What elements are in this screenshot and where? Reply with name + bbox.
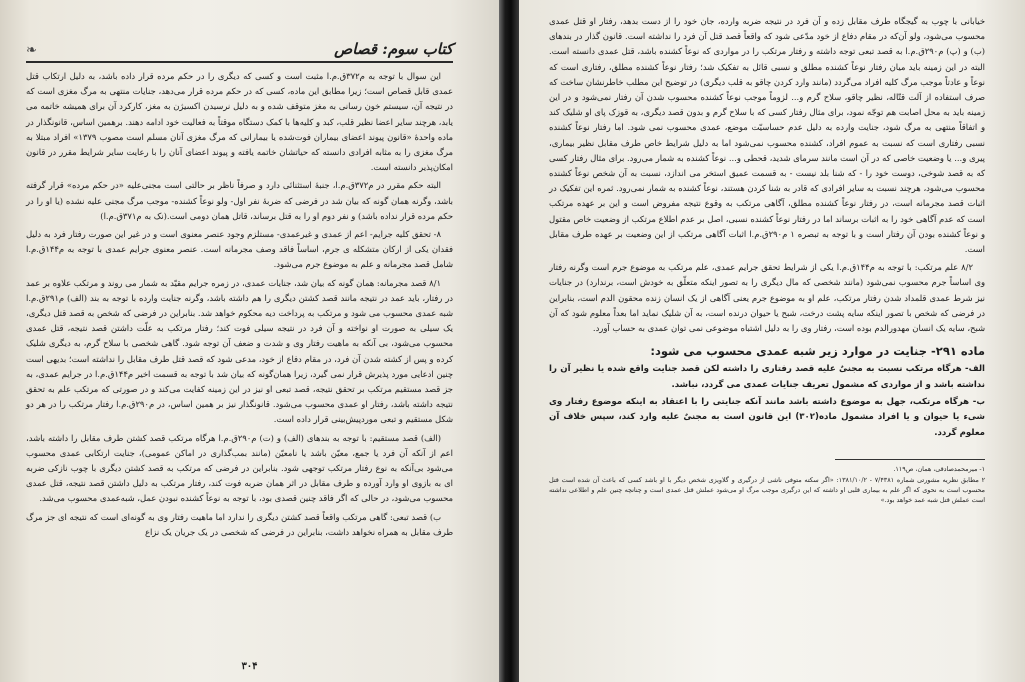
paragraph: ۸- تحقق کلیه جرایم- اعم از عمدی و غیرعمدی- مستلزم وجود عنصر معنوی است و در غیر این صورت رفتار فرد به دلیل فقدان یکی از ارکان متشکله ی جرم، اساساً فاقد وصف مجرمانه است. عنصر معنوی جرایم عمدی با توجه به م۱۴۴ق.م.ا شامل قصد مجرمانه و علم به موضوع جرم می‌شود.	[26, 229, 453, 270]
article-clause: ب- هرگاه مرتکب، جهل به موضوع داشته باشد مانند آنکه جنایتی را با اعتقاد به اینکه موضوع رفتار وی شیء یا حیوان و یا افراد مشمول ماده(۳۰۲) این قانون است به مجنیٌ علیه وارد کند، سپس خلاف آن معلوم گردد.	[549, 397, 985, 438]
book-gutter	[499, 0, 519, 682]
footnote: ۱- میرمحمدصادقی، همان، ص۱۱۹.	[893, 465, 985, 474]
footnote: ۲ مطابق نظریه مشورتی شماره ۷/۴۳۸۱ - ۱۳۸۱/۱۰/۲: «اگر سکته متوفی ناشی از درگیری و گلاویزی شخص دیگر با او باشد کسی که باعث آن شده است قتل محسوب است به نحوی که اگر علم به بیماری قلبی او داشته که این درگیری موجب مرگ او می‌شود عملش قتل عمدی است و چنانچه چنین علم و اطلاعی نداشته است عملش قتل شبه عمد خواهد بود.»	[549, 476, 985, 505]
page-number: ۳۰۴	[241, 661, 258, 672]
left-page	[0, 0, 499, 682]
right-page	[519, 0, 1025, 682]
paragraph: خیابانی با چوب به گیجگاه طرف مقابل زده و آن فرد در نتیجه ضربه وارده، جان خود را از دست بدهد، رفتار او قتل عمدی محسوب می‌شود، ولو آن‌که در مقام دفاع از خود مدّعی شود که واقعاً قصد قتل آن فرد را نداشته است. قانون گذار در بندهای (ب) و (پ) م۲۹۰ق.م.ا به قصد تبعی توجه داشته و رفتار مرتکب را در مواردی که نوعاً کشنده باشد، قتل عمدی دانسته است. البته در این زمینه باید میان رفتار نوعاً کشنده مطلق و نسبی قائل به تفکیک شد؛ رفتار نوعاً کشنده مطلق، رفتاری است که نوعاً و عادتاً موجب مرگ کلیه افراد می‌گردد (مانند وارد کردن چاقو به قلب دیگری) در توضیح این مطلب خاطرنشان ساخت که صرف استفاده از آلت قتّاله، نظیر چاقو، سلاح گرم و... لزوماً موجب نوعاً کشنده محسوب شدن آن رفتار نمی‌شود و در این زمینه باید به محل اصابت هم توجّه نمود، برای مثال رفتار کسی که با سلاح گرم و بدون قصد دیگری، به قوزک پای او شلیک کند و اتفاقاً منتهی به مرگ شود، جنایت وارده به دلیل عدم حساسیّت موضع، عمدی محسوب نمی شود. اما رفتار نوعاً کشنده نسبی رفتاری است که نسبت به عموم افراد، کشنده محسوب نمی‌شود اما به دلیل شرایط خاص طرف مقابل نظیر بیماری، پیری و... یا وضعیت خاصی که در آن است مانند سرمای شدید، قحطی و... نوعاً کشنده به شمار می‌رود. برای مثال رفتار کسی که به قصد شوخی، دوست خود را - که شنا بلد نیست - به قسمت عمیق استخر می اندازد، نسبت به آن شخص نوعاً کشنده محسوب می‌شود، هرچند نسبت به سایر افرادی که قادر به شنا کردن هستند، نوعاً کشنده به شمار نمی‌رود. ثمره این تفکیک در اثبات قصد مجرمانه است، در رفتار نوعاً کشنده مطلق، آگاهی مرتکب به وقوع نتیجه مفروض است و این بر عهده مرتکب است که عدم آگاهی خود را به اثبات برساند اما در رفتار نوعاً کشنده نسبی، اصل بر عدم اطلاع مرتکب از وضعیت خاص مقتول و نوعاً کشنده بودن آن رفتار است و با توجه به تبصره ۱ م۲۹۰ق.م.ا اثبات آگاهی مرتکب از این وضعیت بر عهده طرف مقابل است.	[549, 16, 985, 255]
paragraph: ب) قصد تبعی: گاهی مرتکب واقعاً قصد کشتن دیگری را ندارد اما ماهیت رفتار وی به گونه‌ای است که نتیجه ای جز مرگ طرف مقابل به همراه نخواهد داشت، بنابراین در فرضی که شخصی در یک جریان یک نزاع	[26, 511, 453, 537]
running-head-title: کتاب سوم: قصاص	[334, 40, 453, 58]
ornament-icon: ❧	[26, 43, 37, 58]
paragraph: ۸/۲ علم مرتکب: با توجه به م۱۴۴ق.م.ا یکی از شرایط تحقق جرایم عمدی، علم مرتکب به موضوع جرم است وگرنه رفتار وی اساساً جرم محسوب نمی‌شود (مانند شخصی که مال دیگری را به تصور اینکه متعلّق به خودش است، برندارد) در جنایات نیز شرط عمدی قلمداد شدن رفتار مرتکب، علم او به موضوع جرم یعنی آگاهی از یک انسان زنده محقون الدم است، بنابراین در فرضی که شخص با تصور اینکه سایه پشت درخت، شبح یا حیوان درنده است، به آن شلیک نماید اما بعداً معلوم شود که آن شبح، سایه یک انسان مهدورالدم بوده است، رفتار وی را به دلیل اشتباه موضوعی نمی توان عمدی به حساب آورد.	[549, 262, 985, 334]
article-clause: الف- هرگاه مرتکب نسبت به مجنیٌ علیه قصد رفتاری را داشته لکن قصد جنایت واقع شده یا نظیر آن را نداشته باشد و از مواردی که مشمول تعریف جنایات عمدی می گردد، نباشد.	[549, 364, 985, 390]
footnote-divider	[835, 459, 985, 460]
paragraph: البته حکم مقرر در م۳۷۲ق.م.ا، جنبهٔ استثنائی دارد و صرفاً ناظر بر حالتی است مجنی‌علیه «در حکم مرده» قرار گرفته باشد، وگرنه همان گونه که بیان شد در فرضی که ضربهٔ نفر اول- ولو نوعاً کشنده- موجب مرگ مجنی علیه نشده (یا او را در حکم مرده قرار نداده باشد) و نفر دوم او را به قتل برساند، قاتل همان دومی است.(نک به م۳۷۱ق.م.ا)	[26, 180, 453, 221]
paragraph: این سوال با توجه به م۳۷۲ق.م.ا مثبت است و کسی که دیگری را در حکم مرده قرار داده باشد، به دلیل ارتکاب قتل عمدی قابل قصاص است؛ زیرا مطابق این ماده، کسی که در حکم مرده قرار می‌دهد، جنایات منتهی به مرگ مغزی است که در نتیجه آن، سیستم خون رسانی به مغز متوقف شده و به دلیل نرسیدن اکسیژن به مغز، کارکرد آن برای همیشه خاتمه می یابد، هرچند سایر اعضا نظیر قلب، کبد و کلیه‌ها با کمک دستگاه موقتاً به فعالیت خود ادامه دهند. برهمین اساس، قانونگذار در ماده واحدهٔ «قانون پیوند اعضای بیماران فوت‌شده یا بیمارانی که مرگ مغزی آنان مسلم است مصوب ۱۳۷۹» افراد مبتلا به مرگ مغزی را به مثابه افرادی دانسته که حیاتشان خاتمه یافته و پیوند اعضای آنان را با رعایت سایر شرایط مقرر در قانون امکان‌پذیر دانسته است.	[26, 71, 453, 173]
article-heading: ماده ۲۹۱- جنایت در موارد زیر شبه عمدی محسوب می شود:	[650, 344, 985, 359]
running-head	[26, 40, 453, 63]
paragraph: (الف) قصد مستقیم: با توجه به بندهای (الف) و (ت) م۲۹۰ق.م.ا هرگاه مرتکب قصد کشتن طرف مقابل را داشته باشد، اعم از آنکه آن فرد یا جمع، معیّن باشد یا نامعیّن (مانند بمب‌گذاری در اماکن عمومی)، جنایت ارتکابی عمدی محسوب می‌شود بی‌آنکه به نوع رفتار مرتکب توجهی شود. بنابراین در فرضی که مرتکب به قصد کشتن دیگری با چوب نازکی ضربه ای به بازوی او وارد آورده و طرف مقابل در اثر همان ضربه فوت کند، رفتار مرتکب به دلیل داشتن قصد نتیجه، قتل عمدی محسوب می‌شود، در حالی که اگر فاقد چنین قصدی بود، با توجه به نوعاً کشنده نبودن عمل، شبه‌عمدی محسوب می‌شد.	[26, 432, 453, 504]
paragraph: ۸/۱ قصد مجرمانه: همان گونه که بیان شد، جنایات عمدی، در زمره جرایم مقیّد به شمار می روند و مرتکب علاوه بر عمد در رفتار، باید عمد در نتیجه مانند قصد کشتن دیگری را هم داشته باشد، وگرنه جنایت وارده با توجه به بند (الف) م۲۹۱ق.م.ا شبه عمدی محسوب می شود و مرتکب به پرداخت دیه محکوم خواهد شد. بنابراین در فرضی که شخص به قصد قتل دیگری، یک سیلی به صورت او نواخته و آن فرد در نتیجه سیلی فوت کند؛ رفتار مرتکب به علّت داشتن قصد نتیجه، قتل عمدی محسوب می‌شود، بی آنکه به ماهیت رفتار وی و شدت و ضعف آن توجه شود. گاهی شخصی با سلاح گرم، به دیگری شلیک کرده و پس از کشته شدن آن فرد، در مقام دفاع از خود، مدعی شود که قصد قتل طرف مقابل را نداشته است؛ بدیهی است چنین ادعایی مورد پذیرش قرار نمی گیرد، زیرا همان‌گونه که بیان شد با توجه به قسمت اخیر م۱۴۴ق.م.ا در جرایم عمدی، به جز قصد مستقیم مرتکب بر تحقق نتیجه، قصد تبعی او نیز در این زمینه کفایت می‌کند و در صورتی که مرتکب علم به تحقق نتیجه داشته باشد، رفتار او عمدی محسوب می‌شود. قانونگذار نیز بر همین اساس، در م۲۹۰ق.م.ا رفتار مرتکب را در هر دو شکل مستقیم و تبعی موردپیش‌بینی قرار داده است.	[26, 277, 453, 425]
